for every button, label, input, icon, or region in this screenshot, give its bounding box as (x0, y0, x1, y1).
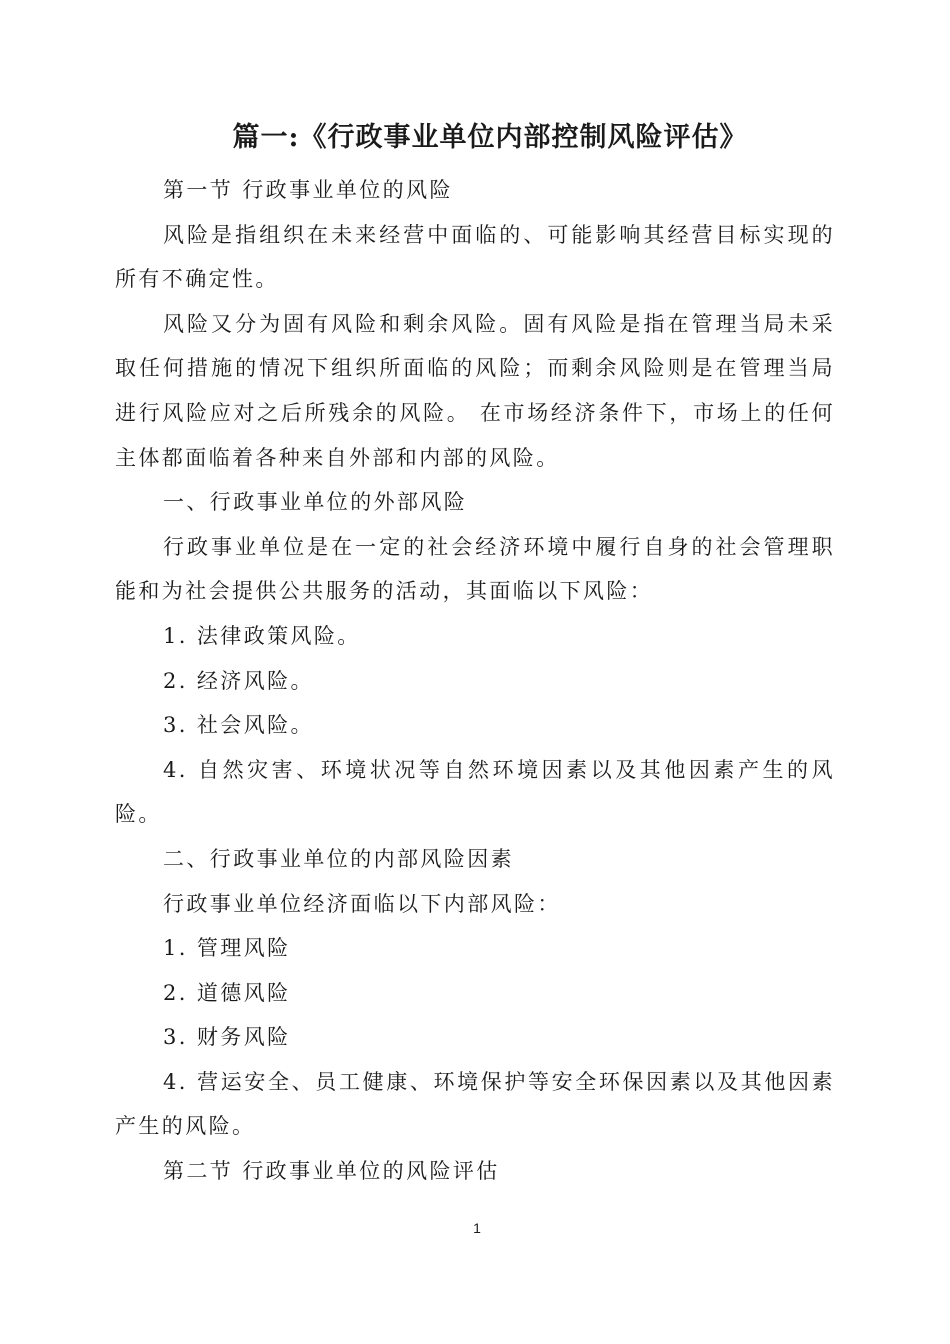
document-title: 篇一:《行政事业单位内部控制风险评估》 (232, 122, 748, 153)
body-paragraph: 风险是指组织在未来经营中面临的、可能影响其经营目标实现的所有不确定性。 (115, 222, 835, 292)
page-number: 1 (473, 1220, 481, 1236)
list-item: 4. 自然灾害、环境状况等自然环境因素以及其他因素产生的风险。 (115, 757, 835, 827)
document-body (115, 168, 835, 1194)
list-item: 3. 财务风险 (163, 1025, 291, 1050)
section-heading: 第一节 行政事业单位的风险 (163, 178, 453, 202)
list-item: 2. 道德风险 (163, 980, 291, 1005)
list-item: 4. 营运安全、员工健康、环境保护等安全环保因素以及其他因素产生的风险。 (115, 1069, 835, 1139)
subsection-heading: 一、行政事业单位的外部风险 (163, 490, 468, 515)
list-item: 1. 法律政策风险。 (163, 623, 361, 648)
list-item: 2. 经济风险。 (163, 668, 314, 693)
subsection-heading: 二、行政事业单位的内部风险因素 (163, 846, 514, 871)
section-heading: 第二节 行政事业单位的风险评估 (163, 1159, 500, 1184)
body-paragraph: 风险又分为固有风险和剩余风险。固有风险是指在管理当局未采取任何措施的情况下组织所面临的风险；而剩余风险则是在管理当局进行风险应对之后所残余的风险。 在市场经济条件下，市场上的任何主体都面临着各种来自外部和内部的风险。 (115, 311, 835, 470)
body-paragraph: 行政事业单位经济面临以下内部风险： (163, 891, 561, 916)
list-item: 3. 社会风险。 (163, 713, 314, 738)
body-paragraph: 行政事业单位是在一定的社会经济环境中履行自身的社会管理职能和为社会提供公共服务的活动，其面临以下风险： (115, 534, 835, 604)
list-item: 1. 管理风险 (163, 936, 291, 961)
